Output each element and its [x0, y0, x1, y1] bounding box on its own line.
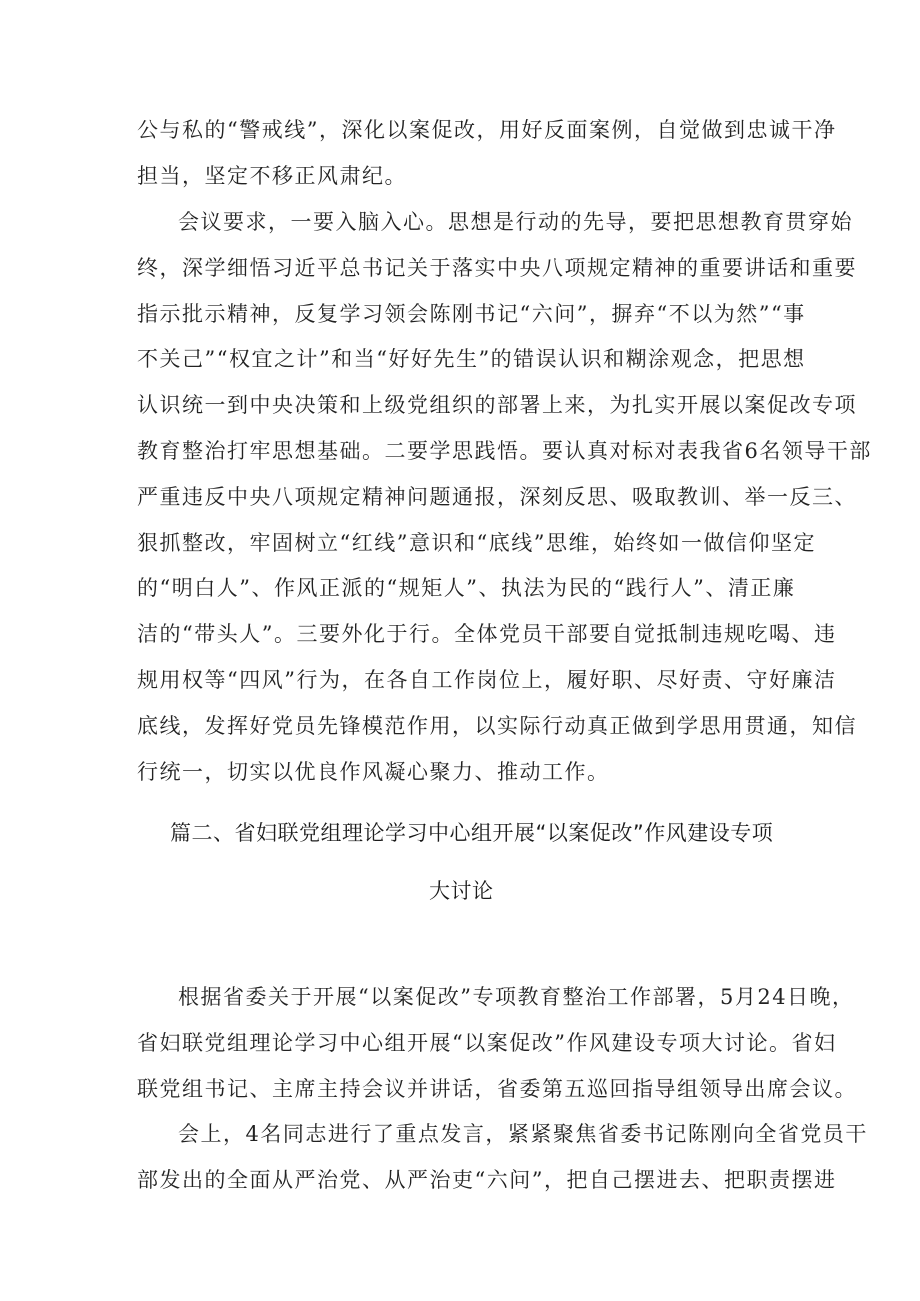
paragraph-line: 规用权等“四风”行为，在各自工作岗位上，履好职、尽好责、守好廉洁: [137, 668, 837, 692]
paragraph-line: 终，深学细悟习近平总书记关于落实中央八项规定精神的重要讲话和重要: [137, 256, 857, 280]
paragraph-line: 部发出的全面从严治党、从严治吏“六问”，把自己摆进去、把职责摆进: [137, 1168, 837, 1192]
paragraph-line: 根据省委关于开展“以案促改”专项教育整治工作部署，5月24日晚，: [178, 985, 855, 1009]
paragraph-line: 行统一，切实以优良作风凝心聚力、推动工作。: [137, 760, 610, 784]
paragraph-line: 省妇联党组理论学习中心组开展“以案促改”作风建设专项大讨论。省妇: [137, 1031, 837, 1055]
paragraph-line: 会议要求，一要入脑入心。思想是行动的先导，要把思想教育贯穿始: [178, 210, 853, 234]
paragraph-line: 教育整治打牢思想基础。二要学思践悟。要认真对标对表我省6名领导干部: [137, 439, 872, 463]
paragraph-line: 指示批示精神，反复学习领会陈刚书记“六问”，摒弃“不以为然”“事: [137, 302, 806, 326]
paragraph-line: 联党组书记、主席主持会议并讲话，省委第五巡回指导组领导出席会议。: [137, 1077, 857, 1101]
paragraph-line: 认识统一到中央决策和上级党组织的部署上来，为扎实开展以案促改专项: [137, 393, 857, 417]
paragraph-line: 担当，坚定不移正风肃纪。: [137, 164, 407, 188]
section-title: 篇二、省妇联党组理论学习中心组开展“以案促改”作风建设专项: [170, 821, 774, 845]
paragraph-line: 会上，4名同志进行了重点发言，紧紧聚焦省委书记陈刚向全省党员干: [178, 1122, 868, 1146]
paragraph-line: 狠抓整改，牢固树立“红线”意识和“底线”思维，始终如一做信仰坚定: [137, 531, 816, 555]
paragraph-line: 洁的“带头人”。三要外化于行。全体党员干部要自觉抵制违规吃喝、违: [137, 622, 837, 646]
paragraph-line: 公与私的“警戒线”，深化以案促改，用好反面案例，自觉做到忠诚干净: [137, 118, 837, 142]
section-title: 大讨论: [429, 879, 494, 903]
paragraph-line: 的“明白人”、作风正派的“规矩人”、执法为民的“践行人”、清正廉: [137, 576, 796, 600]
paragraph-line: 底线，发挥好党员先锋模范作用，以实际行动真正做到学思用贯通，知信: [137, 714, 857, 738]
paragraph-line: 不关己”“权宜之计”和当“好好先生”的错误认识和糊涂观念，把思想: [137, 347, 806, 371]
paragraph-line: 严重违反中央八项规定精神问题通报，深刻反思、吸取教训、举一反三、: [137, 485, 857, 509]
